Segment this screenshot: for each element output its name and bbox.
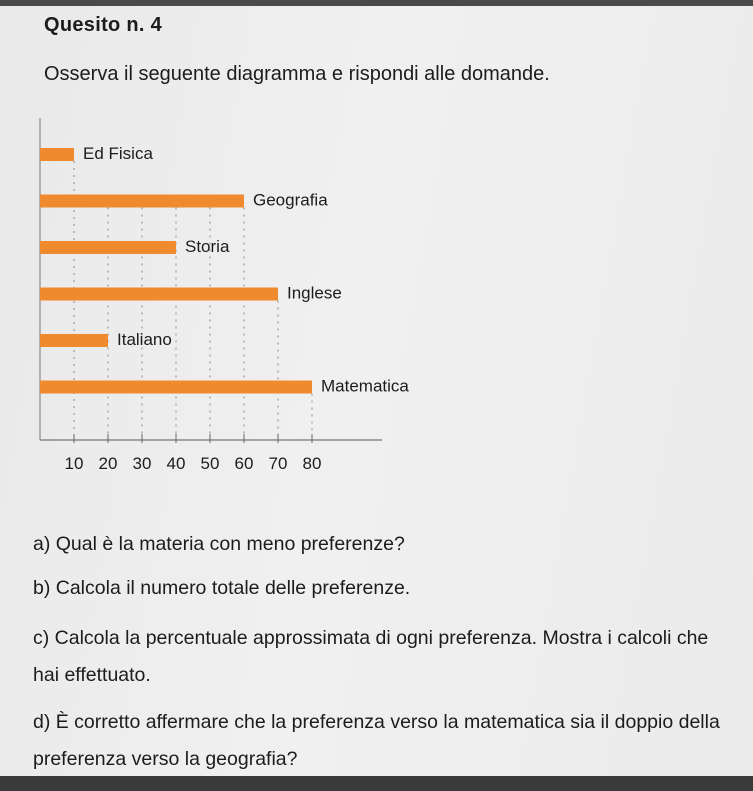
x-tick-label: 20 [98, 454, 118, 473]
question-a: a) Qual è la materia con meno preferenze? [33, 533, 405, 555]
x-tick-label: 60 [234, 454, 254, 473]
x-tick-label: 50 [200, 454, 220, 473]
bar [40, 148, 74, 161]
x-tick-label: 10 [64, 454, 84, 473]
question-b: b) Calcola il numero totale delle preferenze. [33, 577, 411, 599]
bar-label: Geografia [253, 190, 328, 210]
bar-label: Ed Fisica [83, 144, 153, 163]
instructions: Osserva il seguente diagramma e rispondi alle domande. [44, 63, 550, 85]
bar-label: Italiano [117, 330, 172, 349]
bar-label: Inglese [287, 283, 342, 303]
bar-chart [30, 110, 450, 480]
x-tick-label: 40 [166, 454, 186, 473]
bar [40, 288, 278, 301]
bar-label: Storia [185, 237, 230, 256]
bar [40, 195, 244, 208]
bar [40, 334, 108, 347]
bar [40, 241, 176, 254]
top-edge [0, 0, 753, 6]
question-c: c) Calcola la percentuale approssimata di ogni preferenza. Mostra i calcoli che hai effettuato. [33, 627, 709, 686]
x-tick-label: 80 [302, 454, 322, 473]
question-title: Quesito n. 4 [44, 14, 163, 36]
bar [40, 381, 312, 394]
x-tick-label: 70 [268, 454, 288, 473]
bottom-edge [0, 776, 753, 791]
question-d: d) È corretto affermare che la preferenza verso la matematica sia il doppio della preferenza verso la geografia? [33, 711, 720, 770]
x-tick-label: 30 [132, 454, 152, 473]
bar-label: Matematica [321, 376, 409, 396]
